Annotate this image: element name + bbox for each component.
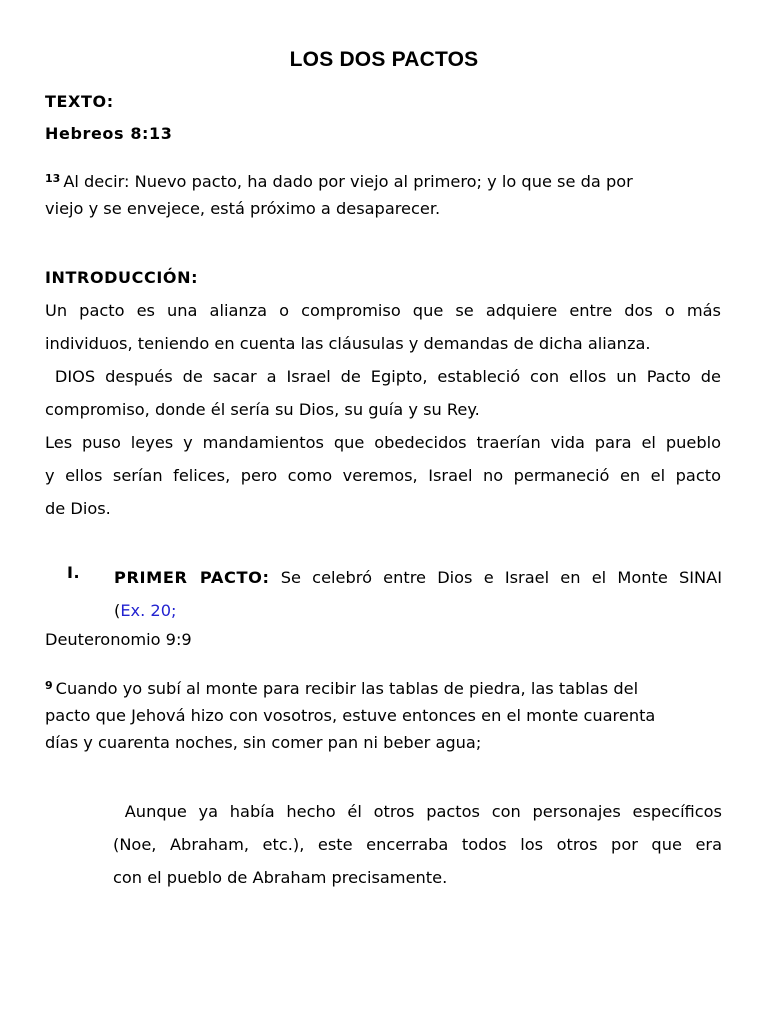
texto-label: TEXTO: — [45, 92, 114, 111]
verse-line: días y cuarenta noches, sin comer pan ni beber agua; — [45, 733, 482, 752]
intro-line: de Dios. — [45, 499, 111, 518]
closing-line: con el pueblo de Abraham precisamente. — [113, 868, 448, 887]
section-line — [114, 561, 722, 594]
intro-line: individuos, teniendo en cuenta las cláusulas y demandas de dicha alianza. — [45, 334, 651, 353]
verse-line — [45, 165, 721, 195]
verse-text: Al decir: Nuevo pacto, ha dado por viejo al primero; y lo que se da por — [63, 172, 633, 191]
verse-deuteronomio-9-9 — [45, 672, 721, 756]
section-line — [114, 594, 722, 627]
verse-line: pacto que Jehová hizo con vosotros, estuve entonces en el monte cuarenta — [45, 706, 656, 725]
verse-text: Cuando yo subí al monte para recibir las tablas de piedra, las tablas del — [55, 679, 639, 698]
intro-line: y ellos serían felices, pero como veremos, Israel no permaneció en el pacto — [45, 466, 721, 485]
introduction-body — [45, 294, 721, 525]
section-primer-pacto — [114, 561, 722, 627]
closing-paragraph — [113, 795, 722, 894]
main-reference: Hebreos 8:13 — [45, 124, 173, 143]
section-number: I. — [67, 563, 81, 582]
intro-line: Les puso leyes y mandamientos que obedecidos traerían vida para el pueblo — [45, 433, 721, 452]
intro-line: compromiso, donde él sería su Dios, su guía y su Rey. — [45, 400, 480, 419]
closing-line: Aunque ya había hecho él otros pactos con personajes específicos — [113, 802, 722, 821]
verse-line — [45, 672, 721, 702]
section-heading: PRIMER PACTO: — [114, 568, 270, 587]
intro-line: DIOS después de sacar a Israel de Egipto, estableció con ellos un Pacto de — [45, 367, 721, 386]
closing-line: (Noe, Abraham, etc.), este encerraba todos los otros por que era — [113, 835, 722, 854]
verse-number: 9 — [45, 679, 53, 692]
paren-open: ( — [114, 601, 121, 620]
second-reference: Deuteronomio 9:9 — [45, 630, 192, 649]
verse-hebreos-8-13 — [45, 165, 721, 222]
verse-line: viejo y se envejece, está próximo a desaparecer. — [45, 199, 441, 218]
introduction-label: INTRODUCCIÓN: — [45, 268, 199, 287]
section-text: Se celebró entre Dios e Israel en el Monte SINAI — [269, 568, 722, 587]
document-title: LOS DOS PACTOS — [289, 48, 479, 71]
exodus-reference-link[interactable]: Ex. 20; — [120, 601, 177, 620]
intro-line: Un pacto es una alianza o compromiso que se adquiere entre dos o más — [45, 301, 721, 320]
verse-number: 13 — [45, 172, 61, 185]
